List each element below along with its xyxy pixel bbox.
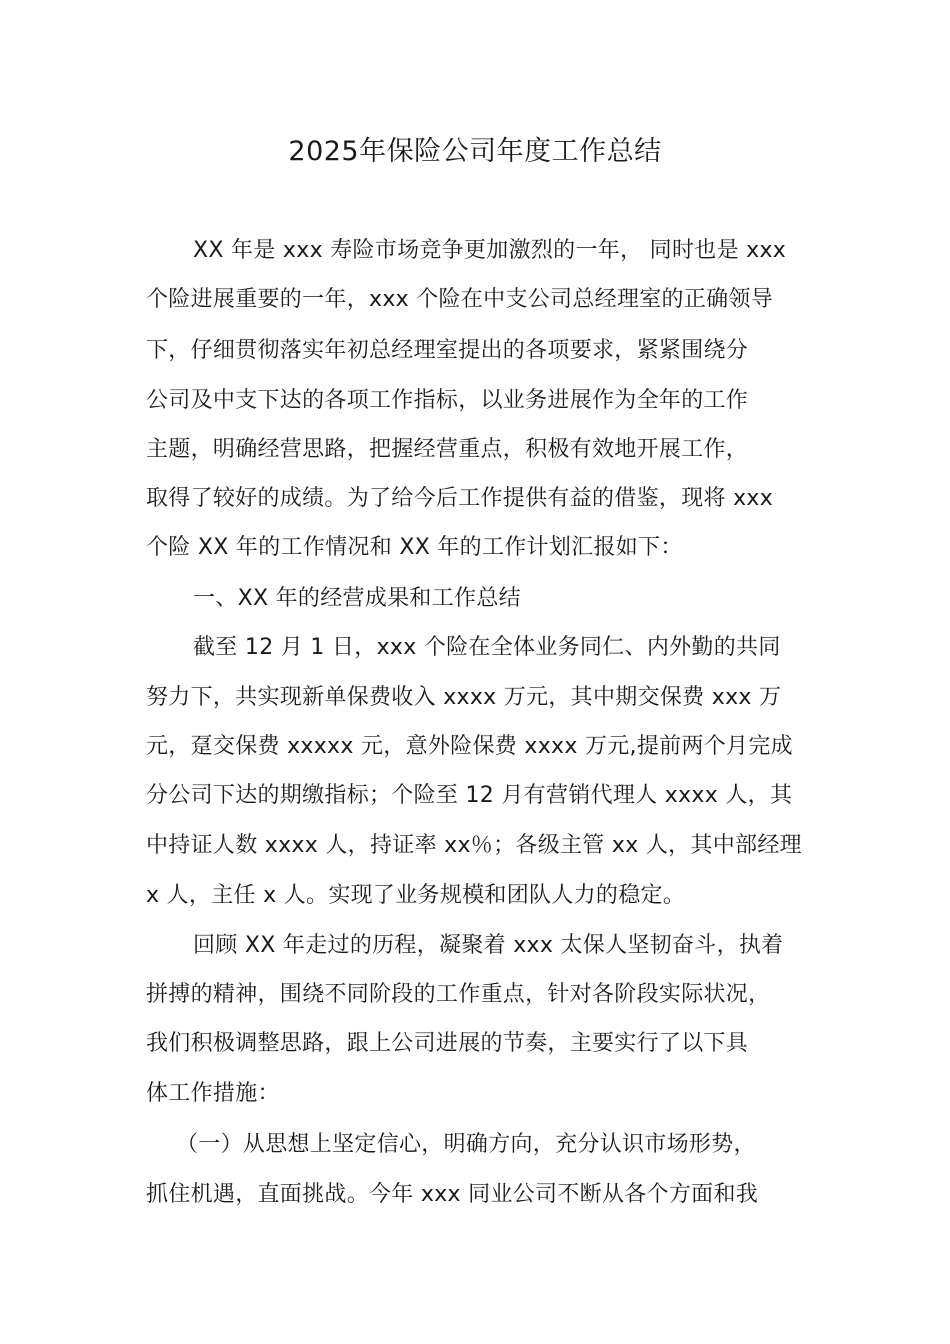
paragraph-line: 元，趸交保费 xxxxx 元，意外险保费 xxxx 万元,提前两个月完成 — [146, 734, 793, 759]
paragraph-line: x 人，主任 x 人。实现了业务规模和团队人力的稳定。 — [146, 883, 686, 908]
paragraph-line: XX 年是 xxx 寿险市场竞争更加激烈的一年， 同时也是 xxx — [193, 238, 787, 263]
paragraph-line: 努力下，共实现新单保费收入 xxxx 万元，其中期交保费 xxx 万 — [146, 685, 782, 710]
paragraph-line: 截至 12 月 1 日，xxx 个险在全体业务同仁、内外勤的共同 — [193, 635, 781, 660]
paragraph-line: 取得了较好的成绩。为了给今后工作提供有益的借鉴，现将 xxx — [146, 486, 774, 511]
paragraph-line: 公司及中支下达的各项工作指标，以业务进展作为全年的工作 — [146, 388, 749, 413]
paragraph-line: 抓住机遇，直面挑战。今年 xxx 同业公司不断从各个方面和我 — [146, 1182, 759, 1207]
paragraph-line: 个险进展重要的一年，xxx 个险在中支公司总经理室的正确领导 — [146, 287, 774, 312]
paragraph-line: 分公司下达的期缴指标；个险至 12 月有营销代理人 xxxx 人，其 — [146, 783, 793, 808]
paragraph-line: 拼搏的精神，围绕不同阶段的工作重点，针对各阶段实际状况， — [146, 982, 771, 1007]
paragraph-line: 中持证人数 xxxx 人，持证率 xx％；各级主管 xx 人，其中部经理 — [146, 833, 802, 858]
paragraph-line: 个险 XX 年的工作情况和 XX 年的工作计划汇报如下： — [146, 535, 683, 560]
paragraph-line: 体工作措施： — [146, 1081, 280, 1106]
paragraph-line: 我们积极调整思路，跟上公司进展的节奏，主要实行了以下具 — [146, 1031, 749, 1056]
subsection-line: （一）从思想上坚定信心，明确方向，充分认识市场形势， — [176, 1132, 756, 1157]
paragraph-line: 回顾 XX 年走过的历程，凝聚着 xxx 太保人坚韧奋斗，执着 — [193, 933, 784, 958]
paragraph-line: 主题，明确经营思路，把握经营重点，积极有效地开展工作， — [146, 437, 749, 462]
document-title: 2025年保险公司年度工作总结 — [288, 136, 662, 167]
paragraph-line: 下，仔细贯彻落实年初总经理室提出的各项要求，紧紧围绕分 — [146, 338, 749, 363]
section-heading: 一、XX 年的经营成果和工作总结 — [193, 586, 521, 611]
